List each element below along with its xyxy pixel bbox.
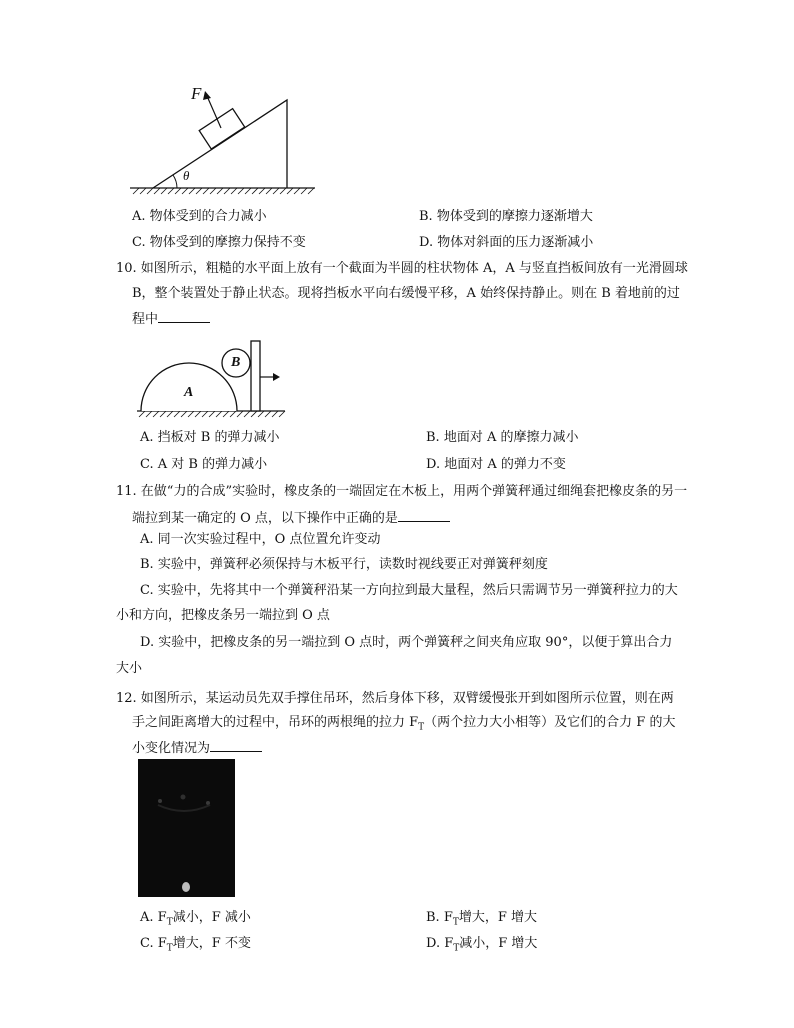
option-text: C. F xyxy=(140,936,167,951)
q12-stem-text-rest: （两个拉力大小相等）及它们的合力 F 的大 xyxy=(424,715,676,730)
gymnast-photo xyxy=(138,759,235,897)
q10-option-b[interactable]: B. 地面对 A 的摩擦力减小 xyxy=(426,430,579,445)
q11-option-a[interactable]: A. 同一次实验过程中，O 点位置允许变动 xyxy=(140,532,381,547)
angle-label: θ xyxy=(183,168,190,183)
q11-stem-line2 xyxy=(132,508,450,528)
option-text: 增大，F 增大 xyxy=(458,910,538,925)
q12-option-c[interactable] xyxy=(140,935,251,958)
option-text: D. F xyxy=(426,936,454,951)
subscript-t: T xyxy=(418,722,425,733)
q12-stem-line2 xyxy=(132,714,675,737)
gymnast-photo-detail xyxy=(138,759,235,897)
q10-stem-line2: B，整个装置处于静止状态。现将挡板水平向右缓慢平移，A 始终保持静止。则在 B 着地前的过 xyxy=(132,286,680,301)
q12-option-a[interactable] xyxy=(140,909,251,932)
q11-option-d-line2[interactable]: 大小 xyxy=(116,661,143,676)
q11-option-d-line1[interactable]: D. 实验中，把橡皮条的另一端拉到 O 点时，两个弹簧秤之间夹角应取 90°，以便于算出合力 xyxy=(140,635,673,650)
q11-option-c-line1[interactable]: C. 实验中，先将其中一个弹簧秤沿某一方向拉到最大量程，然后只需调节另一弹簧秤拉力的大 xyxy=(140,583,678,598)
q11-option-c-line2[interactable]: 小和方向，把橡皮条另一端拉到 O 点 xyxy=(116,608,330,623)
answer-blank[interactable] xyxy=(158,309,210,323)
q12-stem-text: 手之间距离增大的过程中，吊环的两根绳的拉力 F xyxy=(132,715,419,730)
q12-option-b[interactable] xyxy=(426,909,537,932)
q12-option-d[interactable] xyxy=(426,935,537,958)
q10-stem-line1: 10. 如图所示，粗糙的水平面上放有一个截面为半圆的柱状物体 A，A 与竖直挡板间放有一光滑圆球 xyxy=(116,261,688,276)
q9-option-d[interactable]: D. 物体对斜面的压力逐渐减小 xyxy=(419,235,594,250)
answer-blank[interactable] xyxy=(398,508,450,522)
option-text: 减小，F 减小 xyxy=(172,910,251,925)
object-a-label: A xyxy=(184,385,194,400)
q10-stem-text: 程中 xyxy=(132,312,159,327)
option-text: 减小，F 增大 xyxy=(459,936,538,951)
semicircle-ball-figure xyxy=(133,333,293,423)
force-label: F xyxy=(191,84,202,103)
q10-option-d[interactable]: D. 地面对 A 的弹力不变 xyxy=(426,457,566,472)
q12-stem-text: 小变化情况为 xyxy=(132,741,211,756)
incline-figure xyxy=(125,78,325,200)
q12-stem-line1: 12. 如图所示，某运动员先双手撑住吊环，然后身体下移，双臂缓慢张开到如图所示位置，则在两 xyxy=(116,691,674,706)
q11-stem-text: 端拉到某一确定的 O 点，以下操作中正确的是 xyxy=(132,511,398,526)
answer-blank[interactable] xyxy=(210,738,262,752)
subscript-t: T xyxy=(166,943,173,954)
q9-option-c[interactable]: C. 物体受到的摩擦力保持不变 xyxy=(132,235,306,250)
subscript-t: T xyxy=(453,943,460,954)
q9-option-b[interactable]: B. 物体受到的摩擦力逐渐增大 xyxy=(419,209,593,224)
q12-stem-line3 xyxy=(132,738,262,758)
q11-stem-line1: 11. 在做“力的合成”实验时，橡皮条的一端固定在木板上，用两个弹簧秤通过细绳套把橡皮条的另一 xyxy=(116,484,688,499)
option-text: A. F xyxy=(140,910,167,925)
q10-option-c[interactable]: C. A 对 B 的弹力减小 xyxy=(140,457,268,472)
option-text: 增大，F 不变 xyxy=(172,936,251,951)
q10-option-a[interactable]: A. 挡板对 B 的弹力减小 xyxy=(140,430,280,445)
q11-option-b[interactable]: B. 实验中，弹簧秤必须保持与木板平行，读数时视线要正对弹簧秤刻度 xyxy=(140,557,548,572)
ball-b-label: B xyxy=(231,355,241,370)
q10-stem-line3 xyxy=(132,309,210,329)
subscript-t: T xyxy=(452,917,459,928)
q9-option-a[interactable]: A. 物体受到的合力减小 xyxy=(132,209,267,224)
option-text: B. F xyxy=(426,910,453,925)
subscript-t: T xyxy=(166,917,173,928)
